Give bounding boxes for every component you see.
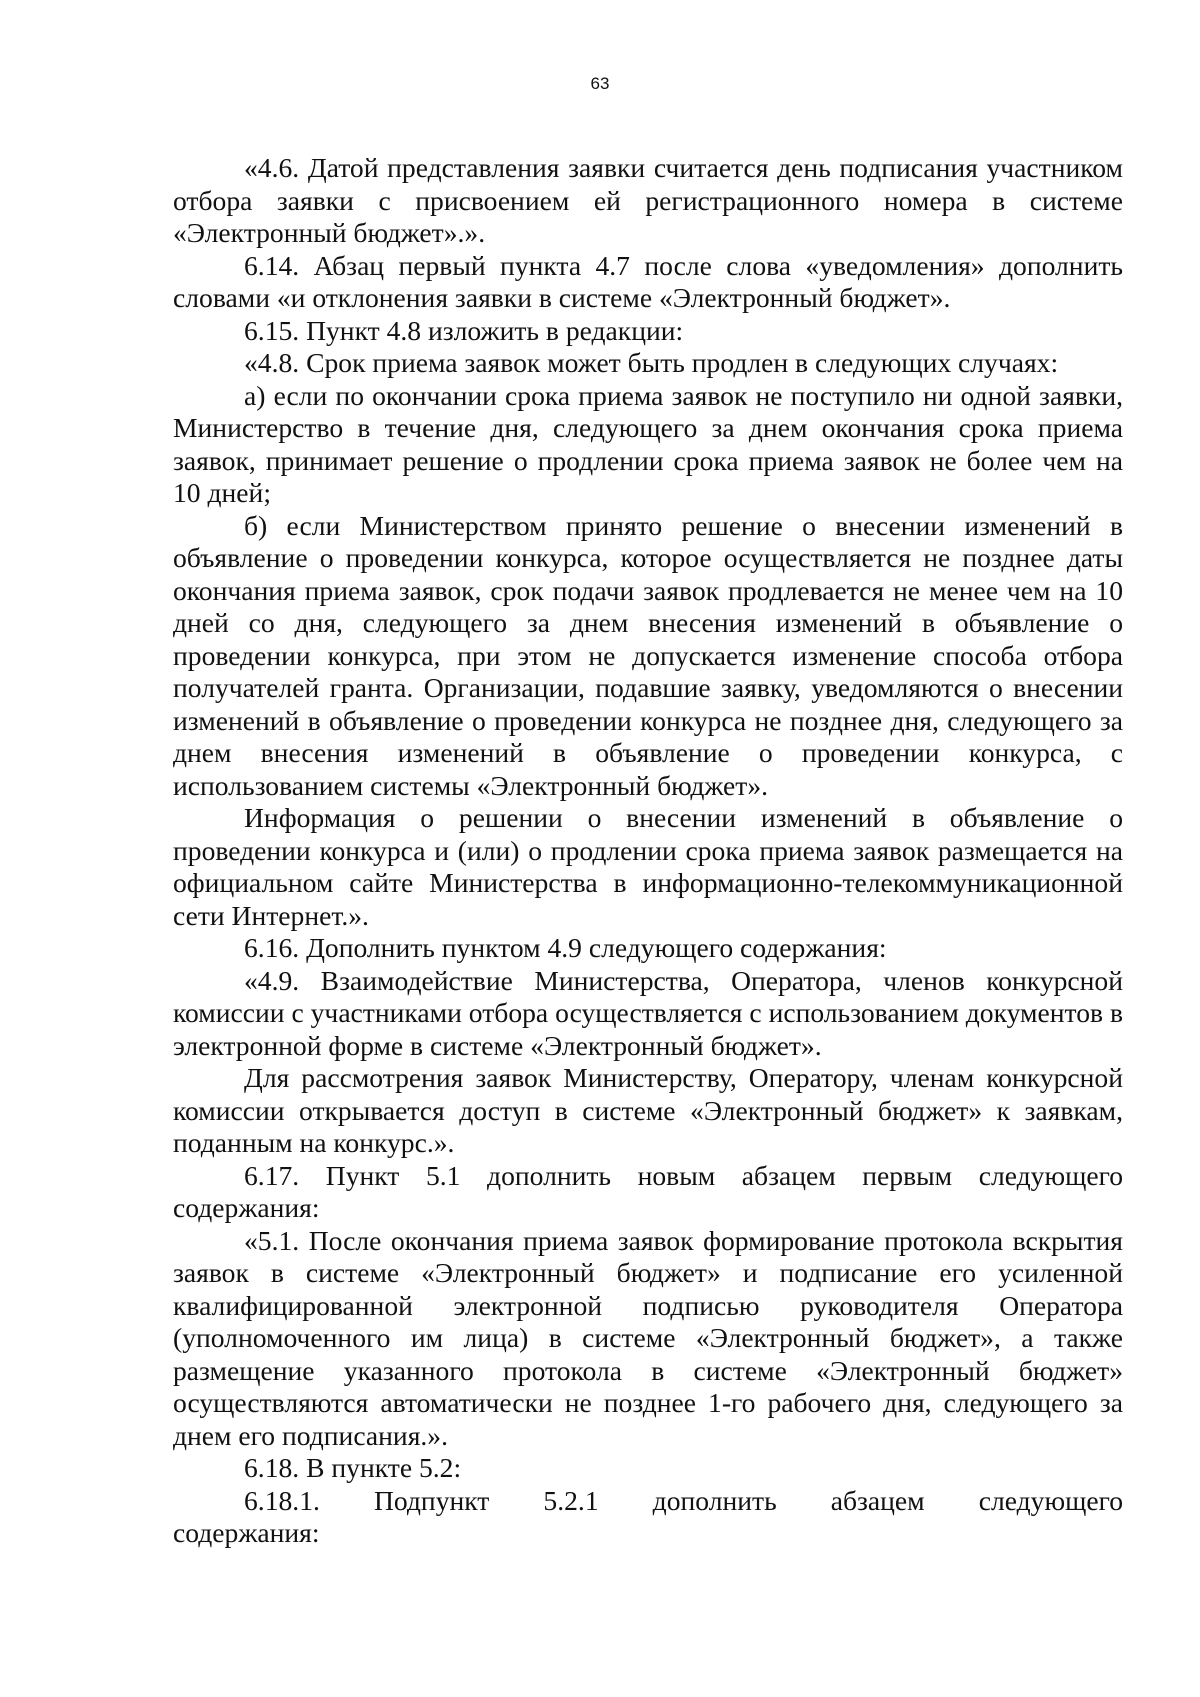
- paragraph-6-17: 6.17. Пункт 5.1 дополнить новым абзацем первым следующего содержания:: [173, 1159, 1123, 1223]
- paragraph-4-8-a: а) если по окончании срока приема заявок не поступило ни одной заявки, Министерство в течение дня, следующего за днем окончания срока приема заявок, принимает решение о продлении срока приема заявок не более чем на 10 дней;: [173, 379, 1123, 508]
- paragraph-6-18-1-continuation: содержания:: [173, 1517, 320, 1548]
- paragraph-4-6: «4.6. Датой представления заявки считается день подписания участником отбора заявки с присвоением ей регистрационного номера в системе «Электронный бюджет».».: [173, 152, 1123, 248]
- page-number: 63: [590, 74, 610, 93]
- paragraph-4-9-access: Для рассмотрения заявок Министерству, Оператору, членам конкурсной комиссии открывается доступ в системе «Электронный бюджет» к заявкам, поданным на конкурс.».: [173, 1062, 1123, 1158]
- paragraph-4-8: «4.8. Срок приема заявок может быть продлен в следующих случаях:: [244, 347, 1059, 378]
- paragraph-6-18-1: 6.18.1. Подпункт 5.2.1 дополнить абзацем следующего: [244, 1484, 1123, 1516]
- paragraph-4-9: «4.9. Взаимодействие Министерства, Оператора, членов конкурсной комиссии с участниками отбора осуществляется с использованием документов в электронной форме в системе «Электронный бюджет».: [173, 964, 1123, 1061]
- paragraph-6-15: 6.15. Пункт 4.8 изложить в редакции:: [244, 314, 684, 346]
- paragraph-6-18: 6.18. В пункте 5.2:: [244, 1452, 462, 1483]
- document-body: [173, 152, 1123, 1550]
- paragraph-information: Информация о решении о внесении изменений в объявление о проведении конкурса и (или) о продлении срока приема заявок размещается на официальном сайте Министерства в информационно-телекоммуникационной сети Интернет.».: [173, 802, 1123, 931]
- paragraph-6-14: 6.14. Абзац первый пункта 4.7 после слова «уведомления» дополнить словами «и отклонения заявки в системе «Электронный бюджет».: [173, 249, 1123, 313]
- paragraph-4-8-b: б) если Министерством принято решение о внесении изменений в объявление о проведении конкурса, которое осуществляется не позднее даты окончания приема заявок, срок подачи заявок продлевается не менее чем на 10 дней со дня, следующего за днем внесения изменений в объявление о проведении конкурса, при этом не допускается изменение способа отбора получателей гранта. Организации, подавшие заявку, уведомляются о внесении изменений в объявление о проведении конкурса не позднее дня, следующего за днем внесения изменений в объявление о проведении конкурса, с использованием системы «Электронный бюджет».: [173, 509, 1123, 801]
- paragraph-5-1: «5.1. После окончания приема заявок формирование протокола вскрытия заявок в системе «Электронный бюджет» и подписание его усиленной квалифицированной электронной подписью руководителя Оператора (уполномоченного им лица) в системе «Электронный бюджет», а также размещение указанного протокола в системе «Электронный бюджет» осуществляются автоматически не позднее 1-го рабочего дня, следующего за днем его подписания.».: [173, 1224, 1123, 1451]
- paragraph-6-16: 6.16. Дополнить пунктом 4.9 следующего содержания:: [244, 932, 887, 963]
